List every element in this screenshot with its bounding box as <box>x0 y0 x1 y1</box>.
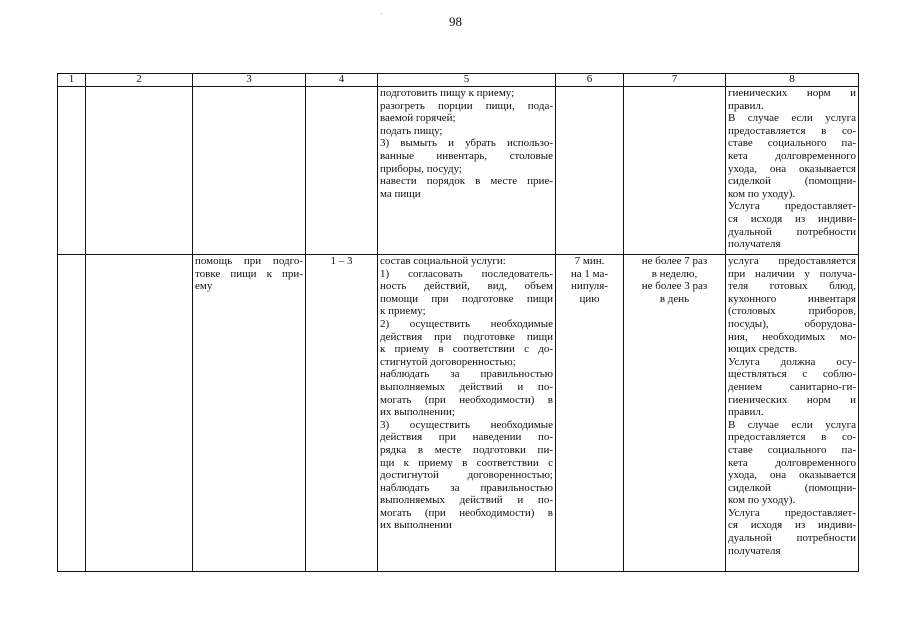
cell-empty <box>193 87 306 255</box>
text-line: ухода, она оказывается <box>728 162 856 175</box>
text-line: навести порядок в месте прие- <box>380 175 553 188</box>
text-line: 1) согласовать последователь- <box>380 267 553 280</box>
text-line: цию <box>579 292 600 305</box>
cell-empty <box>86 255 193 572</box>
text-line: к приему; <box>380 305 426 318</box>
text-line: на 1 ма- <box>570 267 609 280</box>
text-line: подготовить пищу к приему; <box>380 87 515 99</box>
column-number-8: 8 <box>726 74 859 87</box>
service-conditions-cell <box>726 255 859 572</box>
text-line: помощь при подго- <box>195 255 303 267</box>
text-line: не более 3 раз <box>641 280 708 293</box>
text-line: их выполнении <box>380 519 452 532</box>
text-line: ма пищи <box>380 187 421 200</box>
text-line: 3) вымыть и убрать использо- <box>380 137 553 150</box>
text-line: наблюдать за правильностью <box>380 368 553 381</box>
text-line: выполняемых действий и по- <box>380 380 553 393</box>
text-line: ность действий, вид, объем <box>380 280 553 293</box>
text-line: правил. <box>728 406 764 419</box>
text-line: могать (при необходимости) в <box>380 393 553 406</box>
text-line: в неделю, <box>651 267 698 280</box>
text-line: наблюдать за правильностью <box>380 481 553 494</box>
text-line: ему <box>195 280 213 293</box>
text-line: гиенических норм и <box>728 393 856 406</box>
service-content-cell <box>378 255 556 572</box>
text-line: ющих средств. <box>728 343 798 356</box>
text-line: сиделкой (помощни- <box>728 481 856 494</box>
text-line: щи к приему в соответствии с <box>380 456 553 469</box>
text-line: могать (при необходимости) в <box>380 506 553 519</box>
text-line: подать пищу; <box>380 124 443 137</box>
text-line: действия при наведении по- <box>380 431 553 444</box>
text-line: стигнутой договоренностью; <box>380 355 516 368</box>
text-line: В случае если услуга <box>728 418 856 431</box>
text-line: теля готовых блюд, <box>728 280 856 293</box>
text-line: товке пищи к при- <box>195 267 303 280</box>
service-frequency-cell <box>624 255 726 572</box>
text-line: кета долговременного <box>728 149 856 162</box>
text-line: (столовых приборов, <box>728 305 856 318</box>
text-line: получателя <box>728 544 781 557</box>
text-line: услуга предоставляется <box>728 255 856 267</box>
text-line: предоставляется в со- <box>728 431 856 444</box>
column-number-6: 6 <box>556 74 624 87</box>
table-row <box>58 87 859 255</box>
cell-empty <box>306 87 378 255</box>
text-line: приборы, посуду; <box>380 162 462 175</box>
scan-dot: · <box>380 10 383 19</box>
text-line: достигнутой договоренностью; <box>380 469 553 482</box>
text-line: выполняемых действий и по- <box>380 494 553 507</box>
text-line: дуальной потребности <box>728 532 856 545</box>
text-line: дуальной потребности <box>728 225 856 238</box>
cell-empty <box>86 87 193 255</box>
column-number-3: 3 <box>193 74 306 87</box>
text-line: разогреть порции пищи, пода- <box>380 99 553 112</box>
service-conditions-cell <box>726 87 859 255</box>
column-number-1: 1 <box>58 74 86 87</box>
page-number: 98 <box>449 14 462 29</box>
text-line: рядка в месте подготовки пи- <box>380 443 553 456</box>
text-line: не более 7 раз <box>641 255 708 267</box>
text-line: правил. <box>728 99 764 112</box>
cell-empty <box>58 87 86 255</box>
text-line: ния, необходимых мо- <box>728 330 856 343</box>
text-line: ся исходя из индиви- <box>728 212 856 225</box>
table-row <box>58 255 859 572</box>
cell-empty <box>556 87 624 255</box>
column-number-4: 4 <box>306 74 378 87</box>
text-line: состав социальной услуги: <box>380 255 506 267</box>
text-line: гиенических норм и <box>728 87 856 99</box>
services-table <box>57 73 859 572</box>
table-header-row <box>58 74 859 87</box>
text-line: посуды), оборудова- <box>728 317 856 330</box>
text-line: при наличии у получа- <box>728 267 856 280</box>
text-line: ществляться с соблю- <box>728 368 856 381</box>
cell-empty <box>624 87 726 255</box>
text-line: ухода, она оказывается <box>728 469 856 482</box>
text-line: действия при подготовке пищи <box>380 330 553 343</box>
text-line: помощи при подготовке пищи <box>380 292 553 305</box>
text-line: Услуга предоставляет- <box>728 200 856 213</box>
text-line: дением санитарно-ги- <box>728 380 856 393</box>
text-line: Услуга должна осу- <box>728 355 856 368</box>
text-line: 7 мин. <box>574 255 605 267</box>
text-line: ванные инвентарь, столовые <box>380 149 553 162</box>
service-content-cell <box>378 87 556 255</box>
text-line: кухонного инвентаря <box>728 292 856 305</box>
text-line: 3) осуществить необходимые <box>380 418 553 431</box>
text-line: ся исходя из индиви- <box>728 519 856 532</box>
text-line: 2) осуществить необходимые <box>380 317 553 330</box>
text-line: нипуля- <box>571 280 608 293</box>
text-line: ставе социального па- <box>728 137 856 150</box>
text-line: получателя <box>728 238 781 251</box>
column-number-7: 7 <box>624 74 726 87</box>
cell-empty <box>58 255 86 572</box>
text-line: сиделкой (помощни- <box>728 175 856 188</box>
text-line: в день <box>659 292 690 305</box>
text-line: ваемой горячей; <box>380 112 456 125</box>
service-code-cell: 1 – 3 <box>306 255 378 572</box>
text-line: ком по уходу). <box>728 187 796 200</box>
text-line: ставе социального па- <box>728 443 856 456</box>
text-line: Услуга предоставляет- <box>728 506 856 519</box>
text-line: кета долговременного <box>728 456 856 469</box>
text-line: В случае если услуга <box>728 112 856 125</box>
column-number-2: 2 <box>86 74 193 87</box>
text-line: их выполнении; <box>380 406 455 419</box>
text-line: к приему в соответствии с до- <box>380 343 553 356</box>
service-time-cell <box>556 255 624 572</box>
text-line: ком по уходу). <box>728 494 796 507</box>
column-number-5: 5 <box>378 74 556 87</box>
text-line: предоставляется в со- <box>728 124 856 137</box>
service-name-cell <box>193 255 306 572</box>
